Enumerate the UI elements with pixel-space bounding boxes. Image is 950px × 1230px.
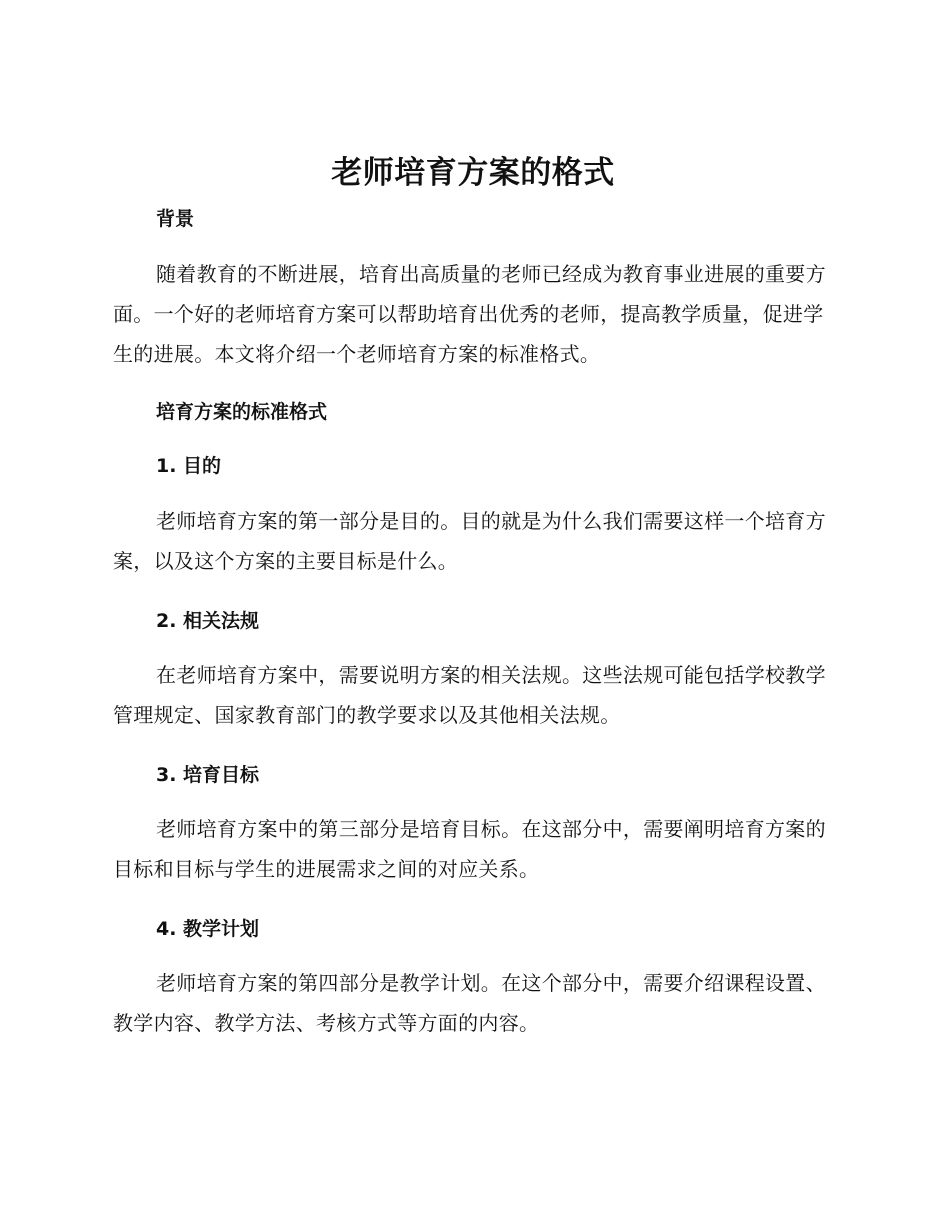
section-teaching-plan-paragraph: 老师培育方案的第四部分是教学计划。在这个部分中，需要介绍课程设置、教学内容、教学方法、考核方式等方面的内容。 (113, 971, 826, 1035)
document-content (113, 150, 833, 1043)
standard-format-heading: 培育方案的标准格式 (156, 401, 328, 423)
section-goals-paragraph: 老师培育方案中的第三部分是培育目标。在这部分中，需要阐明培育方案的目标和目标与学生的进展需求之间的对应关系。 (113, 817, 826, 881)
document-title: 老师培育方案的格式 (331, 155, 615, 191)
background-paragraph: 随着教育的不断进展，培育出高质量的老师已经成为教育事业进展的重要方面。一个好的老师培育方案可以帮助培育出优秀的老师，提高教学质量，促进学生的进展。本文将介绍一个老师培育方案的标准格式。 (113, 262, 826, 366)
section-regulations-paragraph: 在老师培育方案中，需要说明方案的相关法规。这些法规可能包括学校教学管理规定、国家教育部门的教学要求以及其他相关法规。 (113, 663, 826, 727)
background-heading: 背景 (156, 208, 195, 230)
section-purpose-heading: 1. 目的 (156, 455, 222, 477)
section-teaching-plan-heading: 4. 教学计划 (156, 918, 260, 940)
section-goals-heading: 3. 培育目标 (156, 764, 260, 786)
section-regulations-heading: 2. 相关法规 (156, 610, 260, 632)
section-purpose-paragraph: 老师培育方案的第一部分是目的。目的就是为什么我们需要这样一个培育方案，以及这个方案的主要目标是什么。 (113, 509, 826, 573)
